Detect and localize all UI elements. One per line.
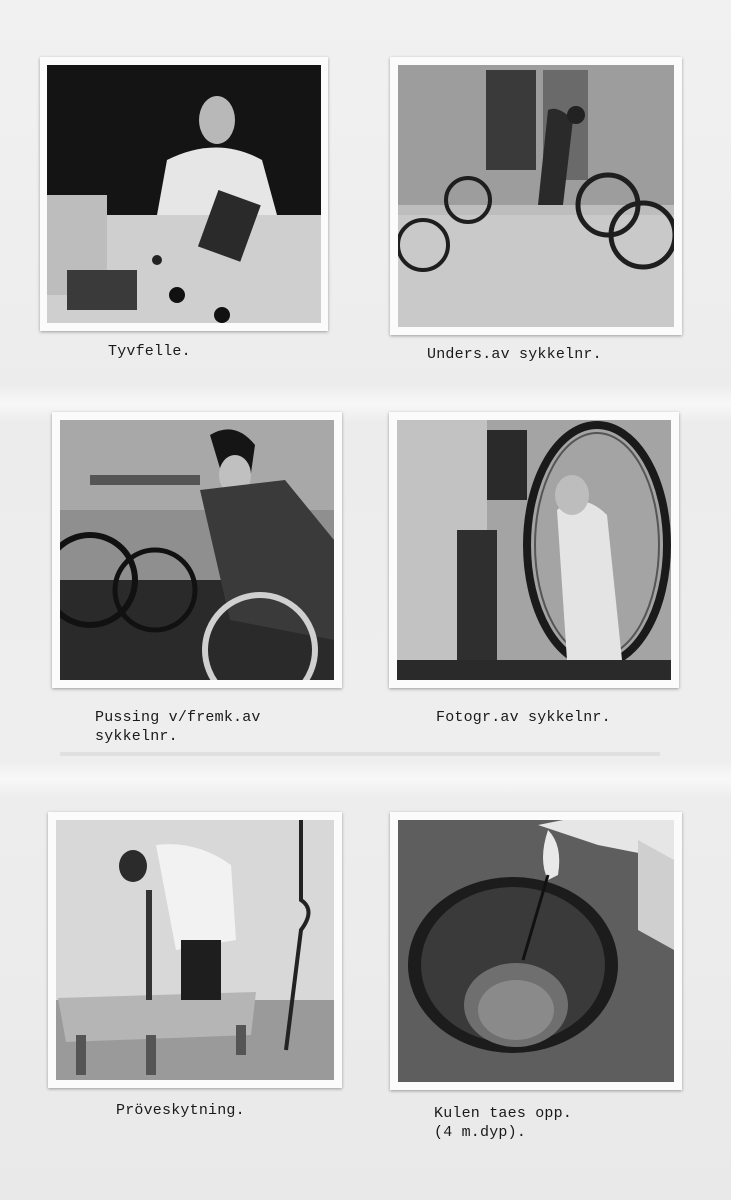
caption-3: Pussing v/fremk.av sykkelnr. xyxy=(95,709,261,745)
photo-fotogr xyxy=(389,412,679,688)
photo-image xyxy=(397,420,671,680)
photo-image xyxy=(56,820,334,1080)
photo-tyvfelle xyxy=(40,57,328,331)
photo-pussing xyxy=(52,412,342,688)
paper-fold xyxy=(0,760,731,798)
caption-5: Pröveskytning. xyxy=(116,1102,245,1119)
photo-image xyxy=(60,420,334,680)
photo-image xyxy=(47,65,321,323)
caption-6: Kulen taes opp. (4 m.dyp). xyxy=(434,1105,573,1141)
photo-unders-sykkelnr xyxy=(390,57,682,335)
photo-proveskytning xyxy=(48,812,342,1088)
caption-4: Fotogr.av sykkelnr. xyxy=(436,709,611,726)
photo-image xyxy=(398,820,674,1082)
caption-1: Tyvfelle. xyxy=(108,343,191,360)
caption-2: Unders.av sykkelnr. xyxy=(427,346,602,363)
paper-crease xyxy=(60,752,660,756)
photo-kulen-taes-opp xyxy=(390,812,682,1090)
photo-image xyxy=(398,65,674,327)
